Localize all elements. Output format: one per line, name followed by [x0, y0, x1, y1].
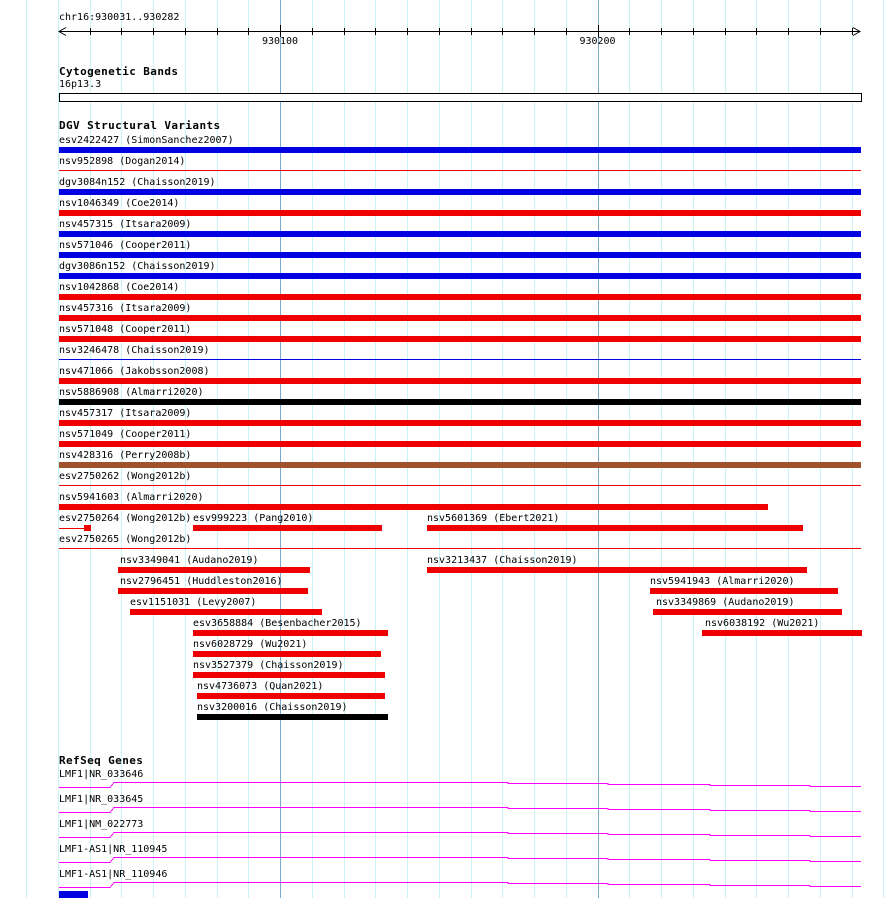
variant-label[interactable]: dgv3084n152 (Chaisson2019) — [59, 177, 216, 188]
variant-label[interactable]: esv2422427 (SimonSanchez2007) — [59, 135, 234, 146]
variant-label[interactable]: nsv3349869 (Audano2019) — [656, 597, 795, 608]
variant-label[interactable]: nsv457316 (Itsara2009) — [59, 303, 192, 314]
variant-label[interactable]: nsv3200016 (Chaisson2019) — [197, 702, 348, 713]
variant-label[interactable]: esv2750265 (Wong2012b) — [59, 534, 192, 545]
variant-bar[interactable] — [59, 210, 861, 216]
variant-label[interactable]: nsv6038192 (Wu2021) — [705, 618, 820, 629]
variant-label[interactable]: nsv457315 (Itsara2009) — [59, 219, 192, 230]
variant-bar[interactable] — [193, 525, 382, 531]
variant-tail-line[interactable] — [59, 528, 84, 529]
variant-bar[interactable] — [59, 294, 861, 300]
gene-label[interactable]: LMF1|NR_033645 — [59, 794, 144, 805]
variant-line[interactable] — [59, 485, 861, 486]
variant-bar[interactable] — [59, 441, 861, 447]
gene-label[interactable]: LMF1-AS1|NR_110945 — [59, 844, 168, 855]
ruler — [59, 25, 860, 37]
ruler-tick-label: 930200 — [579, 36, 616, 47]
variant-bar[interactable] — [193, 630, 388, 636]
variant-bar[interactable] — [59, 189, 861, 195]
variant-label[interactable]: nsv3213437 (Chaisson2019) — [427, 555, 578, 566]
gene-transcript-line[interactable] — [59, 858, 861, 863]
variant-bar[interactable] — [427, 567, 807, 573]
variant-bar[interactable] — [193, 651, 381, 657]
variant-label[interactable]: nsv471066 (Jakobsson2008) — [59, 366, 210, 377]
gene-transcript-line[interactable] — [59, 808, 861, 813]
variant-bar[interactable] — [118, 588, 308, 594]
gene-transcript-line[interactable] — [59, 783, 861, 788]
variant-bar[interactable] — [84, 525, 91, 531]
variant-label[interactable]: nsv1046349 (Coe2014) — [59, 198, 180, 209]
variant-label[interactable]: nsv1042868 (Coe2014) — [59, 282, 180, 293]
variant-label[interactable]: nsv952898 (Dogan2014) — [59, 156, 186, 167]
variant-label[interactable]: nsv3246478 (Chaisson2019) — [59, 345, 210, 356]
variant-label[interactable]: esv2750264 (Wong2012b) — [59, 513, 192, 524]
variant-bar[interactable] — [427, 525, 803, 531]
variant-bar[interactable] — [59, 399, 861, 405]
dgv-section-title: DGV Structural Variants — [59, 119, 221, 132]
refseq-section-title: RefSeq Genes — [59, 754, 144, 767]
variant-label[interactable]: nsv4736073 (Quan2021) — [197, 681, 324, 692]
variant-bar[interactable] — [59, 378, 861, 384]
variant-bar[interactable] — [653, 609, 842, 615]
variant-label[interactable]: esv3658884 (Besenbacher2015) — [193, 618, 362, 629]
variant-label[interactable]: nsv428316 (Perry2008b) — [59, 450, 192, 461]
variant-label[interactable]: esv999223 (Pang2010) — [193, 513, 314, 524]
variant-bar[interactable] — [59, 273, 861, 279]
gene-label[interactable]: LMF1|NM_022773 — [59, 819, 144, 830]
variant-label[interactable]: nsv3527379 (Chaisson2019) — [193, 660, 344, 671]
variant-label[interactable]: nsv5601369 (Ebert2021) — [427, 513, 560, 524]
variant-bar[interactable] — [59, 147, 861, 153]
variant-label[interactable]: esv1151031 (Levy2007) — [130, 597, 257, 608]
variant-label[interactable]: esv2750262 (Wong2012b) — [59, 471, 192, 482]
gene-transcript-line[interactable] — [59, 833, 861, 838]
ruler-tick-label: 930100 — [261, 36, 299, 47]
variant-label[interactable]: dgv3086n152 (Chaisson2019) — [59, 261, 216, 272]
variant-bar[interactable] — [59, 504, 768, 510]
gene-label[interactable]: LMF1|NR_033646 — [59, 769, 144, 780]
gene-label[interactable]: LMF1-AS1|NR_110946 — [59, 869, 168, 880]
region-label: chr16:930031..930282 — [59, 12, 180, 23]
variant-label[interactable]: nsv5941603 (Almarri2020) — [59, 492, 204, 503]
variant-bar[interactable] — [197, 714, 388, 720]
variant-label[interactable]: nsv5886908 (Almarri2020) — [59, 387, 204, 398]
variant-bar[interactable] — [59, 252, 861, 258]
variant-label[interactable]: nsv571046 (Cooper2011) — [59, 240, 192, 251]
variant-label[interactable]: nsv2796451 (Huddleston2016) — [120, 576, 283, 587]
variant-line[interactable] — [59, 548, 861, 549]
variant-bar[interactable] — [650, 588, 838, 594]
variant-label[interactable]: nsv5941943 (Almarri2020) — [650, 576, 795, 587]
variant-label[interactable]: nsv457317 (Itsara2009) — [59, 408, 192, 419]
gene-transcript-line[interactable] — [59, 883, 861, 888]
variant-label[interactable]: nsv6028729 (Wu2021) — [193, 639, 308, 650]
variant-bar[interactable] — [59, 315, 861, 321]
cytoband-name-label: 16p13.3 — [59, 79, 102, 90]
variant-bar[interactable] — [193, 672, 385, 678]
variant-bar[interactable] — [197, 693, 385, 699]
variant-bar[interactable] — [702, 630, 862, 636]
variant-bar[interactable] — [59, 231, 861, 237]
variant-label[interactable]: nsv3349041 (Audano2019) — [120, 555, 259, 566]
variant-label[interactable]: nsv571048 (Cooper2011) — [59, 324, 192, 335]
variant-bar[interactable] — [118, 567, 310, 573]
partial-feature-box[interactable] — [59, 891, 88, 898]
variant-label[interactable]: nsv571049 (Cooper2011) — [59, 429, 192, 440]
cytoband-box[interactable] — [60, 94, 862, 102]
variant-line[interactable] — [59, 170, 861, 171]
variant-bar[interactable] — [59, 336, 861, 342]
variant-bar[interactable] — [59, 420, 861, 426]
variant-bar[interactable] — [59, 462, 861, 468]
variant-line[interactable] — [59, 359, 861, 360]
variant-bar[interactable] — [130, 609, 322, 615]
cytobands-section-title: Cytogenetic Bands — [59, 65, 179, 78]
